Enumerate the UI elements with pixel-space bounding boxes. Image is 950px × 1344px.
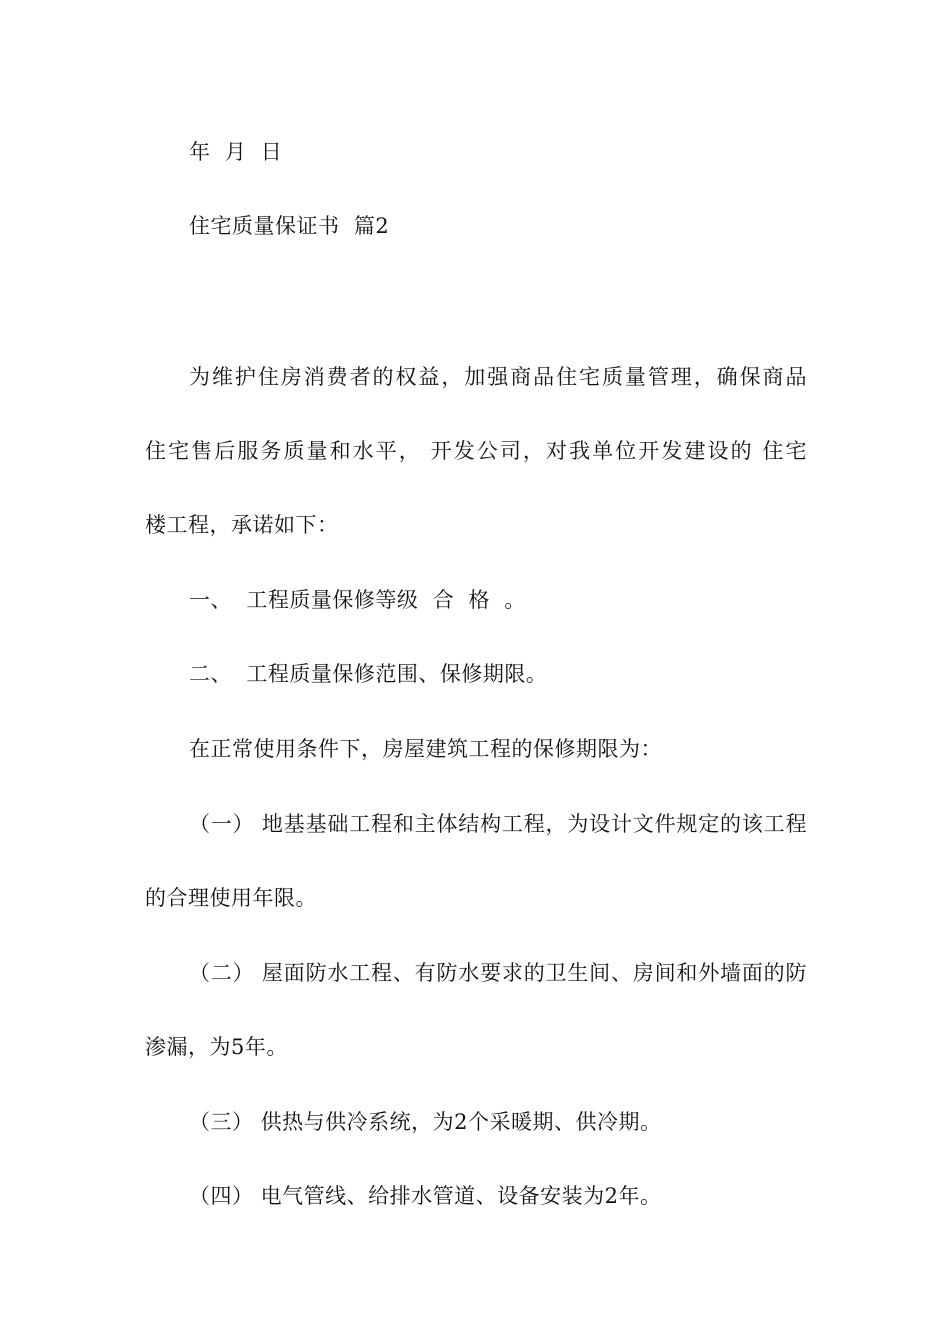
sub-item-1-line-1: （一） 地基基础工程和主体结构工程，为设计文件规定的该工程	[189, 812, 807, 836]
date-line: 年 月 日	[189, 140, 283, 164]
sub-item-3: （三） 供热与供冷系统，为2个采暖期、供冷期。	[189, 1110, 662, 1134]
intro-paragraph-line-2: 住宅售后服务质量和水平， 开发公司，对我单位开发建设的 住宅	[145, 439, 807, 463]
sub-item-2-line-1: （二） 屋面防水工程、有防水要求的卫生间、房间和外墙面的防	[189, 961, 807, 985]
condition-line: 在正常使用条件下，房屋建筑工程的保修期限为：	[189, 737, 662, 761]
intro-paragraph-line-1: 为维护住房消费者的权益，加强商品住宅质量管理，确保商品	[189, 365, 807, 389]
item-1: 一、 工程质量保修等级 合 格 。	[189, 588, 526, 612]
sub-item-1-line-2: 的合理使用年限。	[145, 886, 317, 910]
sub-item-2-line-2: 渗漏，为5年。	[145, 1035, 288, 1059]
intro-paragraph-line-3: 楼工程，承诺如下：	[145, 513, 339, 537]
section-title: 住宅质量保证书 篇2	[189, 214, 390, 238]
item-2: 二、 工程质量保修范围、保修期限。	[189, 662, 548, 686]
sub-item-4: （四） 电气管线、给排水管道、设备安装为2年。	[189, 1184, 662, 1208]
